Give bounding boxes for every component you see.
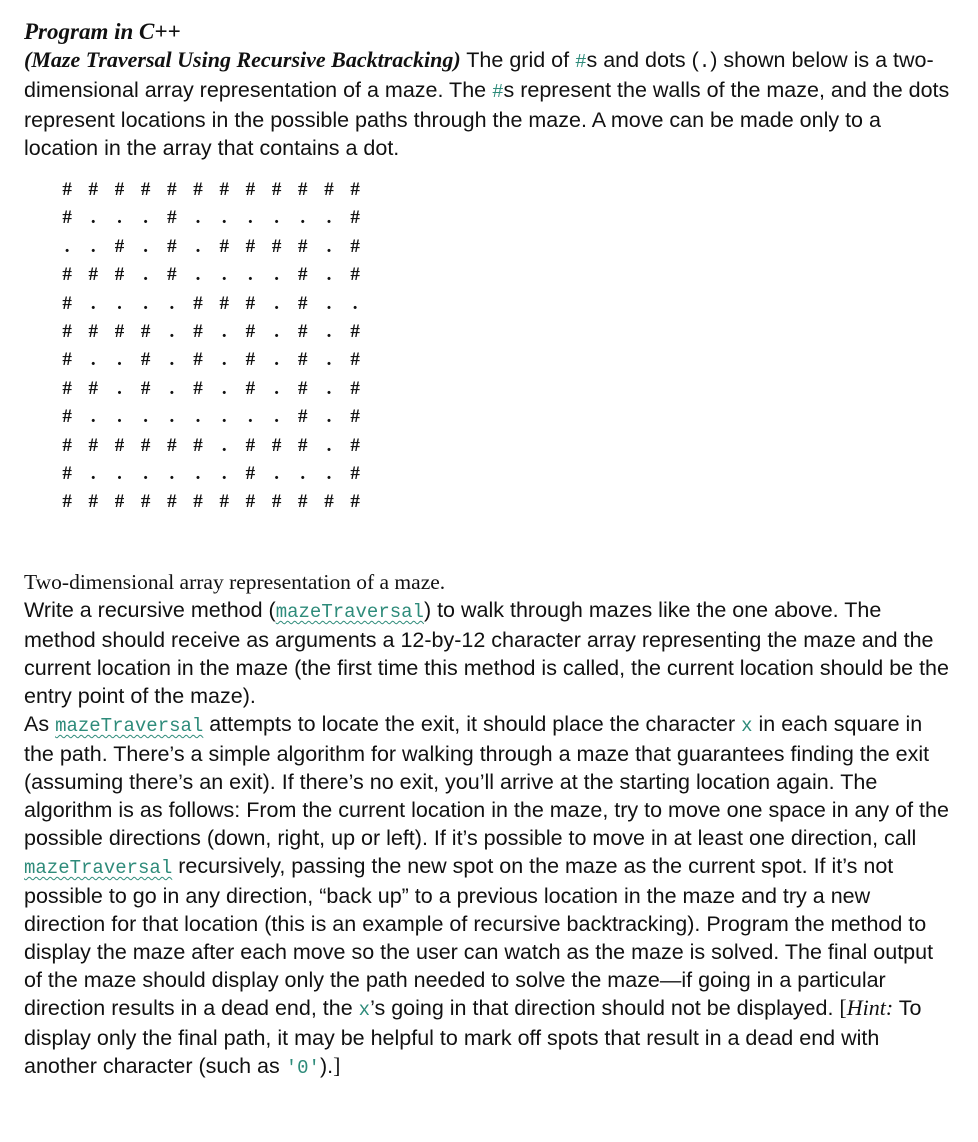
maze-path: . [117, 349, 122, 371]
maze-wall: # [245, 235, 256, 257]
bracket-open: [ [839, 995, 847, 1020]
maze-wall: # [88, 179, 99, 200]
maze-path: . [326, 377, 332, 399]
maze-wall: # [298, 179, 308, 200]
maze-path: . [117, 207, 122, 229]
maze-path: . [90, 292, 96, 314]
maze-wall: # [140, 434, 151, 456]
maze-wall: # [193, 377, 203, 399]
maze-path: . [326, 349, 332, 371]
maze-path: . [169, 406, 175, 428]
x-code-2: x [358, 999, 371, 1021]
maze-path: . [169, 320, 175, 342]
maze-path: . [326, 320, 332, 342]
maze-wall: # [140, 349, 151, 371]
maze-path: . [143, 264, 149, 286]
exercise-heading: (Maze Traversal Using Recursive Backtracking) [24, 47, 461, 72]
maze-row [54, 318, 368, 346]
maze-path: . [195, 406, 201, 428]
maze-wall: # [88, 264, 99, 286]
maze-path: . [274, 207, 279, 229]
maze-path: . [326, 462, 332, 484]
maze-row [54, 460, 368, 488]
maze-grid [54, 176, 368, 517]
maze-path: . [300, 462, 306, 484]
maze-wall: # [324, 179, 334, 200]
maze-wall: # [167, 434, 177, 456]
p2-text-1: Write a recursive method ( [24, 598, 276, 622]
method-name-2: mazeTraversal [55, 715, 204, 737]
maze-wall: # [298, 349, 308, 371]
maze-wall: # [140, 179, 151, 200]
maze-path: . [274, 377, 279, 399]
maze-row [54, 375, 368, 403]
maze-path: . [221, 406, 227, 428]
maze-wall: # [298, 377, 308, 399]
maze-wall: # [350, 349, 360, 371]
maze-path: . [248, 207, 253, 229]
maze-wall: # [350, 377, 360, 399]
maze-wall: # [140, 377, 151, 399]
maze-wall: # [167, 207, 177, 229]
maze-wall: # [193, 434, 203, 456]
maze-wall: # [298, 292, 308, 314]
maze-wall: # [271, 235, 282, 257]
maze-path: . [248, 406, 253, 428]
maze-wall: # [62, 406, 72, 428]
x-code: x [741, 715, 753, 737]
maze-row [54, 261, 368, 289]
maze-wall: # [271, 434, 282, 456]
maze-path: . [169, 377, 175, 399]
maze-wall: # [62, 207, 72, 229]
intro-text-4: s represent the walls of the maze, and the dots represent locations in the possible paths through the maze. A move can be made only to a location in the array that contains a dot. [24, 78, 950, 160]
maze-wall: # [114, 179, 125, 200]
p3-text-2: attempts to locate the exit, it should place the character [203, 712, 742, 736]
maze-path: . [326, 207, 332, 229]
hint-label: Hint: [846, 995, 894, 1020]
maze-wall: # [114, 320, 125, 342]
maze-wall: # [245, 292, 256, 314]
maze-row [54, 204, 368, 232]
maze-wall: # [140, 491, 151, 513]
method-paragraph [24, 596, 954, 710]
maze-caption: Two-dimensional array representation of a maze. [24, 570, 446, 594]
maze-path: . [169, 349, 175, 371]
maze-wall: # [350, 207, 360, 229]
maze-wall: # [88, 320, 99, 342]
maze-wall: # [298, 491, 308, 513]
p2-text-2: ) to walk through mazes like the one above. The method should receive as arguments a 12-by-12 character array representing the maze and the current location in the maze (the first time this method is called, the current location should be the entry point of the maze). [24, 598, 949, 708]
maze-path: . [274, 349, 279, 371]
maze-wall: # [298, 434, 308, 456]
maze-wall: # [219, 491, 229, 513]
maze-wall: # [350, 491, 360, 513]
maze-path: . [300, 207, 306, 229]
maze-wall: # [298, 406, 308, 428]
maze-path: . [274, 406, 279, 428]
maze-wall: # [167, 235, 177, 257]
maze-path: . [143, 406, 149, 428]
maze-wall: # [219, 179, 229, 200]
maze-path: . [274, 292, 279, 314]
maze-path: . [169, 292, 175, 314]
intro-text-2: s and dots ( [586, 48, 699, 72]
maze-path: . [326, 406, 332, 428]
maze-path: . [90, 349, 96, 371]
maze-path: . [169, 462, 175, 484]
maze-wall: # [88, 491, 99, 513]
maze-path: . [117, 462, 122, 484]
maze-wall: # [298, 235, 308, 257]
maze-wall: # [62, 264, 72, 286]
maze-path: . [90, 462, 96, 484]
intro-text-1: The grid of [460, 48, 576, 72]
maze-wall: # [114, 235, 125, 257]
maze-path: . [274, 320, 279, 342]
maze-wall: # [62, 377, 72, 399]
document [24, 18, 954, 162]
zero-code: '0' [285, 1057, 320, 1079]
maze-wall: # [298, 264, 308, 286]
maze-wall: # [298, 320, 308, 342]
hash-code-2: # [492, 81, 504, 103]
maze-path: . [195, 462, 201, 484]
maze-wall: # [167, 179, 177, 200]
maze-path: . [274, 264, 279, 286]
maze-path: . [221, 434, 227, 456]
maze-wall: # [62, 179, 72, 200]
maze-path: . [326, 235, 332, 257]
maze-wall: # [167, 264, 177, 286]
intro-text-3: ) shown below is a two-dimensional array representation of a maze. The [24, 48, 934, 102]
maze-wall: # [167, 491, 177, 513]
maze-row [54, 432, 368, 460]
maze-wall: # [140, 320, 151, 342]
bracket-close: ] [333, 1053, 341, 1078]
method-name-3: mazeTraversal [24, 857, 173, 879]
maze-wall: # [193, 292, 203, 314]
maze-wall: # [62, 434, 72, 456]
maze-path: . [221, 264, 227, 286]
maze-row [54, 403, 368, 431]
maze-wall: # [114, 491, 125, 513]
maze-wall: # [245, 320, 256, 342]
maze-row [54, 290, 368, 318]
maze-path: . [143, 207, 149, 229]
maze-path: . [195, 235, 201, 257]
maze-wall: # [350, 434, 360, 456]
maze-path: . [274, 462, 279, 484]
maze-path: . [221, 462, 227, 484]
maze-path: . [117, 377, 122, 399]
maze-path: . [195, 264, 201, 286]
maze-wall: # [62, 292, 72, 314]
hash-code: # [575, 51, 587, 73]
maze-wall: # [114, 264, 125, 286]
maze-path: . [221, 320, 227, 342]
maze-wall: # [245, 179, 256, 200]
maze-wall: # [193, 349, 203, 371]
maze-wall: # [88, 377, 99, 399]
maze-wall: # [271, 491, 282, 513]
algorithm-paragraph [24, 710, 954, 1082]
maze-wall: # [350, 406, 360, 428]
maze-wall: # [193, 179, 203, 200]
maze-path: . [221, 377, 227, 399]
maze-path: . [90, 235, 96, 257]
maze-wall: # [245, 491, 256, 513]
maze-row [54, 233, 368, 261]
maze-wall: # [350, 462, 360, 484]
maze-wall: # [245, 434, 256, 456]
p3-text-1: As [24, 712, 56, 736]
maze-wall: # [245, 349, 256, 371]
p3-text-4: recursively, passing the new spot on the maze as the current spot. If it’s not possible to go in any direction, “back up” to a previous location in the maze and try a new direction for that location (this is an example of recursive backtracking). Program the method to display the maze after each move so the user can watch as the maze is solved. The final output of the maze should display only the path needed to solve the maze—if going in a particular direction results in a dead end, the [24, 854, 934, 1020]
p3-text-5: ’s going in that direction should not be displayed. [370, 996, 840, 1020]
maze-path: . [117, 292, 122, 314]
maze-path: . [221, 349, 227, 371]
instructions [24, 596, 954, 1082]
maze-wall: # [62, 491, 72, 513]
maze-wall: # [350, 320, 360, 342]
p3-text-7: ). [319, 1054, 334, 1078]
maze-path: . [326, 434, 332, 456]
maze-row [54, 346, 368, 374]
maze-wall: # [88, 434, 99, 456]
maze-path: . [117, 406, 122, 428]
maze-path: . [143, 462, 149, 484]
maze-wall: # [350, 235, 360, 257]
maze-wall: # [324, 491, 334, 513]
maze-row [54, 176, 368, 204]
maze-wall: # [245, 377, 256, 399]
maze-row [54, 488, 368, 516]
maze-wall: # [62, 349, 72, 371]
page-title: Program in C++ [24, 19, 181, 44]
maze-path: . [90, 406, 96, 428]
maze-wall: # [350, 179, 360, 200]
p3-text-6: To display only the final path, it may be helpful to mark off spots that result in a dead end with another character (such as [24, 996, 922, 1078]
maze-wall: # [193, 320, 203, 342]
maze-path: . [143, 235, 149, 257]
maze-path: . [248, 264, 253, 286]
method-name: mazeTraversal [275, 601, 424, 623]
maze-wall: # [219, 292, 229, 314]
maze-wall: # [219, 235, 229, 257]
maze-wall: # [193, 491, 203, 513]
maze-path: . [143, 292, 149, 314]
dot-code: . [698, 51, 711, 73]
maze-wall: # [62, 462, 72, 484]
maze-path: . [90, 207, 96, 229]
maze-path: . [195, 207, 201, 229]
maze-path: . [326, 292, 332, 314]
maze-wall: # [114, 434, 125, 456]
maze-wall: # [62, 320, 72, 342]
p3-text-3: in each square in the path. There’s a simple algorithm for walking through a maze that guarantees finding the exit (assuming there’s an exit). If there’s no exit, you’ll arrive at the starting location again. The algorithm is as follows: From the current location in the maze, try to move one space in any of the possible directions (down, right, up or left). If it’s possible to move in at least one direction, call [24, 712, 949, 850]
maze-path: . [221, 207, 227, 229]
maze-path: . [64, 235, 70, 257]
maze-wall: # [271, 179, 282, 200]
maze-wall: # [245, 462, 256, 484]
intro-paragraph [24, 46, 954, 162]
maze-path: . [326, 264, 332, 286]
maze-wall: # [350, 264, 360, 286]
maze-path: . [352, 292, 358, 314]
